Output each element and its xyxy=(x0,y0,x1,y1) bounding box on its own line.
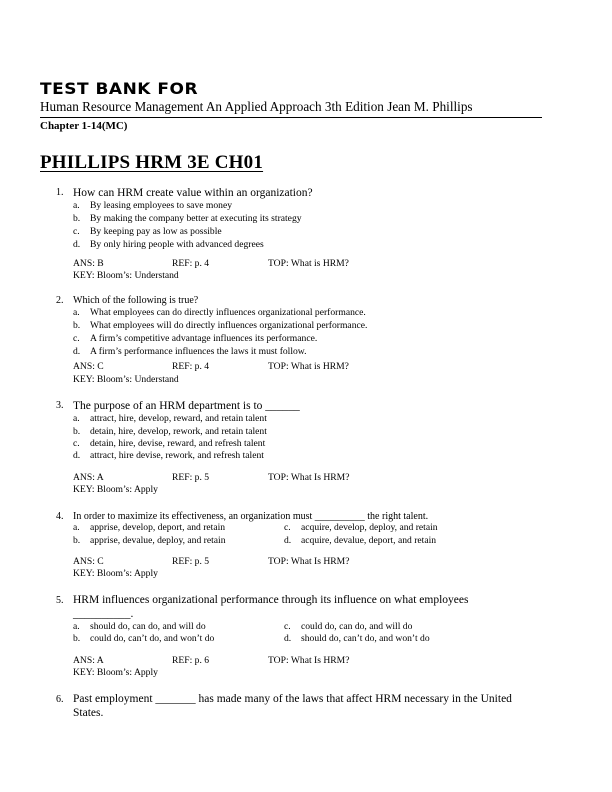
reference: REF: p. 6 xyxy=(172,655,210,666)
answer: ANS: A xyxy=(73,472,104,483)
option-a: a. What employees can do directly influences organizational performance. xyxy=(73,307,366,318)
reference: REF: p. 5 xyxy=(172,472,210,483)
bloom-key: KEY: Bloom’s: Apply xyxy=(73,667,158,678)
question-text: How can HRM create value within an organization? xyxy=(73,187,313,199)
answer: ANS: C xyxy=(73,361,104,372)
topic: TOP: What Is HRM? xyxy=(268,556,350,567)
option-d: d. By only hiring people with advanced degrees xyxy=(73,239,264,250)
topic: TOP: What is HRM? xyxy=(268,361,349,372)
question-number: 5. xyxy=(56,595,64,606)
option-b: b. could do, can’t do, and won’t do xyxy=(73,633,215,644)
section-title: PHILLIPS HRM 3E CH01 xyxy=(40,152,264,173)
test-bank-title: TEST BANK FOR xyxy=(40,79,199,99)
book-subtitle: Human Resource Management An Applied Approach 3th Edition Jean M. Phillips xyxy=(40,99,473,114)
bloom-key: KEY: Bloom’s: Apply xyxy=(73,484,158,495)
option-d: d. attract, hire devise, rework, and refresh talent xyxy=(73,450,264,461)
option-b: b. detain, hire, develop, rework, and retain talent xyxy=(73,426,267,437)
question-number: 4. xyxy=(56,511,64,522)
bloom-key: KEY: Bloom’s: Understand xyxy=(73,374,179,385)
option-d: d. should do, can’t do, and won’t do xyxy=(284,633,430,644)
option-c: c. A firm’s competitive advantage influences its performance. xyxy=(73,333,318,344)
chapter-label: Chapter 1-14(MC) xyxy=(40,120,128,132)
question-text: The purpose of an HRM department is to ______ xyxy=(73,400,300,412)
option-c: c. By keeping pay as low as possible xyxy=(73,226,222,237)
option-a: a. should do, can do, and will do xyxy=(73,621,206,632)
header-divider xyxy=(40,117,542,118)
reference: REF: p. 5 xyxy=(172,556,210,567)
question-text: HRM influences organizational performance through its influence on what employees __________. xyxy=(73,594,469,620)
question-number: 1. xyxy=(56,187,64,198)
option-b: b. By making the company better at executing its strategy xyxy=(73,213,302,224)
option-c: c. detain, hire, devise, reward, and refresh talent xyxy=(73,438,266,449)
answer: ANS: C xyxy=(73,556,104,567)
bloom-key: KEY: Bloom’s: Apply xyxy=(73,568,158,579)
question-number: 3. xyxy=(56,400,64,411)
option-c: c. acquire, develop, deploy, and retain xyxy=(284,522,438,533)
option-a: a. By leasing employees to save money xyxy=(73,200,233,211)
answer: ANS: B xyxy=(73,258,104,269)
question-number: 2. xyxy=(56,295,64,306)
option-b: b. apprise, devalue, deploy, and retain xyxy=(73,535,226,546)
topic: TOP: What is HRM? xyxy=(268,258,349,269)
option-a: a. apprise, develop, deport, and retain xyxy=(73,522,226,533)
option-c: c. could do, can do, and will do xyxy=(284,621,413,632)
question-number: 6. xyxy=(56,694,64,705)
question-text: In order to maximize its effectiveness, an organization must __________ the right talent. xyxy=(73,511,429,522)
question-text: Past employment _______ has made many of the laws that affect HRM necessary in the United States. xyxy=(73,693,512,719)
option-d: d. acquire, devalue, deport, and retain xyxy=(284,535,437,546)
topic: TOP: What Is HRM? xyxy=(268,655,350,666)
topic: TOP: What Is HRM? xyxy=(268,472,350,483)
reference: REF: p. 4 xyxy=(172,258,210,269)
option-d: d. A firm’s performance influences the laws it must follow. xyxy=(73,346,307,357)
bloom-key: KEY: Bloom’s: Understand xyxy=(73,270,179,281)
reference: REF: p. 4 xyxy=(172,361,210,372)
question-text: Which of the following is true? xyxy=(73,295,199,306)
option-a: a. attract, hire, develop, reward, and retain talent xyxy=(73,413,267,424)
option-b: b. What employees will do directly influences organizational performance. xyxy=(73,320,368,331)
answer: ANS: A xyxy=(73,655,104,666)
